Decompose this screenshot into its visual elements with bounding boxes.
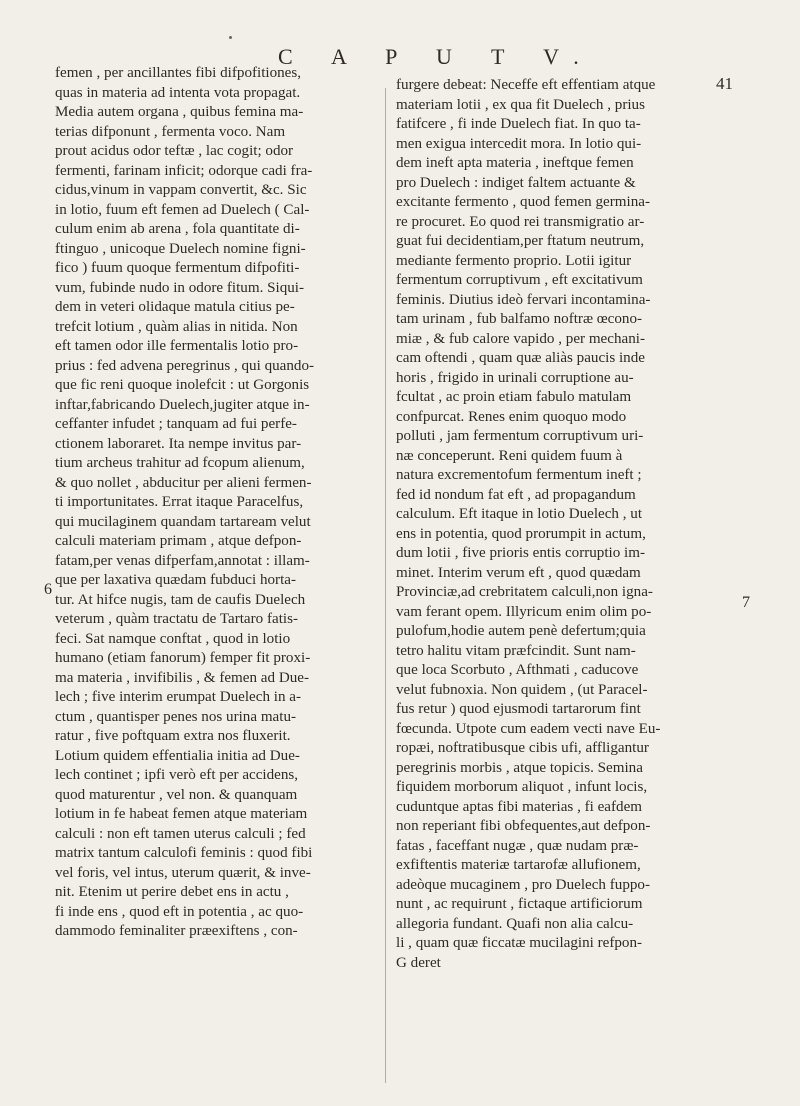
text-line: exfiftentis materiæ tartarofæ allufionem, — [396, 857, 641, 873]
text-line: fœcunda. Utpote cum eadem vecti nave Eu- — [396, 720, 661, 737]
text-line: vel foris, vel intus, uterum quærit, & inve- — [55, 864, 311, 881]
text-line: dem in veteri olidaque matula citius pe- — [55, 299, 295, 315]
ink-speck — [229, 36, 232, 39]
text-line: lotium in fe habeat femen atque materiam — [55, 806, 308, 822]
text-line: ropæi, noftratibusque cibis ufi, affligantur — [396, 740, 649, 756]
text-line: excitante fermento , quod femen germina- — [396, 194, 650, 210]
text-line: veterum , quàm tractatu de Tartaro fatis- — [55, 611, 298, 627]
text-line: men exigua intercedit mora. In lotio qui- — [396, 135, 642, 152]
text-line: mediante fermento proprio. Lotii igitur — [396, 252, 632, 269]
text-line: fatas , faceffant nugæ , quæ nudam præ- — [396, 837, 639, 854]
text-line: peregrinis morbis , atque topicis. Semina — [396, 759, 643, 776]
text-line: materiam lotii , ex qua fit Duelech , prius — [396, 96, 645, 113]
text-line: feminis. Diutius ideò fervari incontamina- — [396, 291, 651, 308]
text-line: fermentum corruptivum , eft excitativum — [396, 272, 643, 288]
text-line: polluti , jam fermentum corruptivum uri- — [396, 428, 644, 444]
text-line: nit. Etenim ut perire debet ens in actu , — [55, 884, 289, 900]
text-line: in lotio, fuum eft femen ad Duelech ( Cal- — [55, 201, 310, 218]
text-line: quas in materia ad intenta vota propagat. — [55, 84, 301, 101]
text-line: dammodo feminaliter præexiftens , con- — [55, 923, 298, 939]
text-line: re procuret. Eo quod rei transmigratio ar- — [396, 213, 645, 230]
text-line: li , quam quæ ficcatæ mucilagini refpon- — [396, 935, 643, 951]
text-line: fi inde ens , quod eft in potentia , ac quo- — [55, 903, 304, 920]
text-line: vam ferant opem. Illyricum enim olim po- — [396, 603, 652, 620]
text-line: quod maturentur , vel non. & quanquam — [55, 786, 298, 803]
text-line: ens in potentia, quod prorumpit in actum, — [396, 525, 646, 542]
margin-note-right: 7 — [742, 594, 750, 611]
text-line: tium archeus trahitur ad fcopum alienum, — [55, 455, 305, 471]
text-line: fermenti, farinam inficit; odorque cadi fra- — [55, 162, 313, 179]
text-line: dum lotii , five prioris entis corruptio im- — [396, 545, 646, 561]
text-line: næ conceperunt. Reni quidem fuum à — [396, 447, 623, 464]
text-line: ma materia , invifibilis , & femen ad Due- — [55, 669, 309, 686]
text-line: ftinguo , unicoque Duelech nomine figni- — [55, 240, 306, 257]
text-line: Media autem organa , quibus femina ma- — [55, 104, 304, 120]
text-line: eft tamen odor ille fermentalis lotio pro- — [55, 338, 299, 354]
text-line: natura excrementofum fermentum ineft ; — [396, 467, 642, 483]
text-line: miæ , & fub calore vapido , per mechani- — [396, 330, 645, 347]
text-line: & quo nollet , abducitur per alieni fermen- — [55, 474, 312, 491]
text-line: inftar,fabricando Duelech,jugiter atque in- — [55, 396, 310, 413]
text-line: furgere debeat: Neceffe eft effentiam atque — [396, 77, 656, 93]
text-line: fiquidem morborum aliquot , infunt locis, — [396, 779, 648, 795]
right-text-column — [396, 76, 714, 973]
text-line: fcultat , ac proin etiam fabulo matulam — [396, 389, 632, 405]
text-line: nunt , ac requirunt , fictaque artificiorum — [396, 896, 643, 912]
text-line: matrix tantum calculofi feminis : quod fibi — [55, 845, 313, 861]
text-line: confpurcat. Renes enim quoquo modo — [396, 408, 627, 425]
text-line: ratur , five poftquam extra nos fluxerit. — [55, 728, 291, 744]
text-line: adeòque mucaginem , pro Duelech fuppo- — [396, 876, 650, 893]
column-divider — [385, 88, 386, 1083]
text-line: G deret — [396, 954, 441, 971]
text-line: pulofum,hodie autem penè defertum;quia — [396, 623, 646, 639]
text-line: culum enim ab arena , fola quantitate di- — [55, 221, 300, 237]
text-line: dem ineft apta materia , ineftque femen — [396, 155, 634, 171]
text-line: terias difponunt , fermenta voco. Nam — [55, 123, 286, 140]
left-text-column — [55, 64, 377, 942]
text-line: velut fubnoxia. Non quidem , (ut Paracel- — [396, 681, 648, 698]
text-line: non reperiant fibi obfequentes,aut defpon- — [396, 818, 651, 834]
text-line: ctum , quantisper penes nos urina matu- — [55, 708, 297, 725]
text-line: fatifcere , fi inde Duelech fiat. In quo ta- — [396, 116, 641, 132]
text-line: qui mucilaginem quandam tartaream velut — [55, 513, 311, 530]
text-line: Lotium quidem effentialia initia ad Due- — [55, 747, 300, 764]
text-line: cuduntque aptas fibi materias , fi eafdem — [396, 798, 643, 815]
text-line: pro Duelech : indiget faltem actuante & — [396, 174, 636, 191]
text-line: calculi materiam primam , atque defpon- — [55, 533, 302, 549]
text-line: fatam,per venas difperfam,annotat : illam- — [55, 552, 310, 569]
text-line: prius : fed advena peregrinus , qui quando- — [55, 357, 315, 374]
text-line: lech ; five interim erumpat Duelech in a- — [55, 689, 302, 705]
text-line: guat fui decidentiam,per ftatum neutrum, — [396, 233, 645, 249]
text-line: vum, fubinde nudo in odore fitum. Siqui- — [55, 279, 305, 296]
margin-note-left: 6 — [44, 581, 52, 598]
text-line: fed id nondum fat eft , ad propagandum — [396, 486, 636, 503]
text-line: Provinciæ,ad crebritatem calculi,non igna- — [396, 584, 653, 600]
text-line: fus retur ) quod ejusmodi tartarorum fint — [396, 701, 641, 717]
text-line: tetro halitu vitam præfcindit. Sunt nam- — [396, 642, 636, 659]
text-line: ti importunitates. Errat itaque Paracelfus, — [55, 494, 304, 510]
text-line: feci. Sat namque conftat , quod in lotio — [55, 630, 291, 647]
text-line: ctionem laboraret. Ita nempe invitus par- — [55, 435, 302, 452]
text-line: femen , per ancillantes fibi difpofitiones, — [55, 65, 302, 81]
text-line: ceffanter infudet ; tanquam ad fui perfe- — [55, 416, 297, 432]
text-line: minet. Interim verum eft , quod quædam — [396, 564, 641, 581]
text-line: que fic reni quoque inolefcit : ut Gorgonis — [55, 377, 310, 393]
text-line: lech continet ; ipfi verò eft per accidens, — [55, 767, 299, 783]
text-line: allegoria fundant. Quafi non alia calcu- — [396, 915, 634, 932]
text-line: que per laxativa quædam fubduci horta- — [55, 572, 296, 588]
text-line: calculum. Eft itaque in lotio Duelech , ut — [396, 506, 643, 522]
text-line: cidus,vinum in vappam convertit, &c. Sic — [55, 182, 307, 198]
text-line: tur. At hifce nugis, tam de caufis Duelech — [55, 591, 306, 608]
text-line: tam urinam , fub balfamo noftræ œcono- — [396, 311, 643, 327]
text-line: calculi : non eft tamen uterus calculi ; fed — [55, 825, 306, 842]
text-line: que loca Scorbuto , Afthmati , caducove — [396, 662, 639, 678]
text-line: trefcit lotium , quàm alias in nitida. Non — [55, 318, 298, 335]
running-head-chapter: C A P U T V. — [278, 44, 596, 69]
text-line: humano (etiam fanorum) femper fit proxi- — [55, 650, 311, 666]
page-number: 41 — [716, 74, 733, 93]
text-line: cam oftendi , quam quæ aliàs paucis inde — [396, 350, 645, 366]
text-line: horis , frigido in urinali corruptione au- — [396, 369, 634, 386]
text-line: fico ) fuum quoque fermentum difpofiti- — [55, 260, 300, 276]
text-line: prout acidus odor teftæ , lac cogit; odor — [55, 143, 294, 159]
